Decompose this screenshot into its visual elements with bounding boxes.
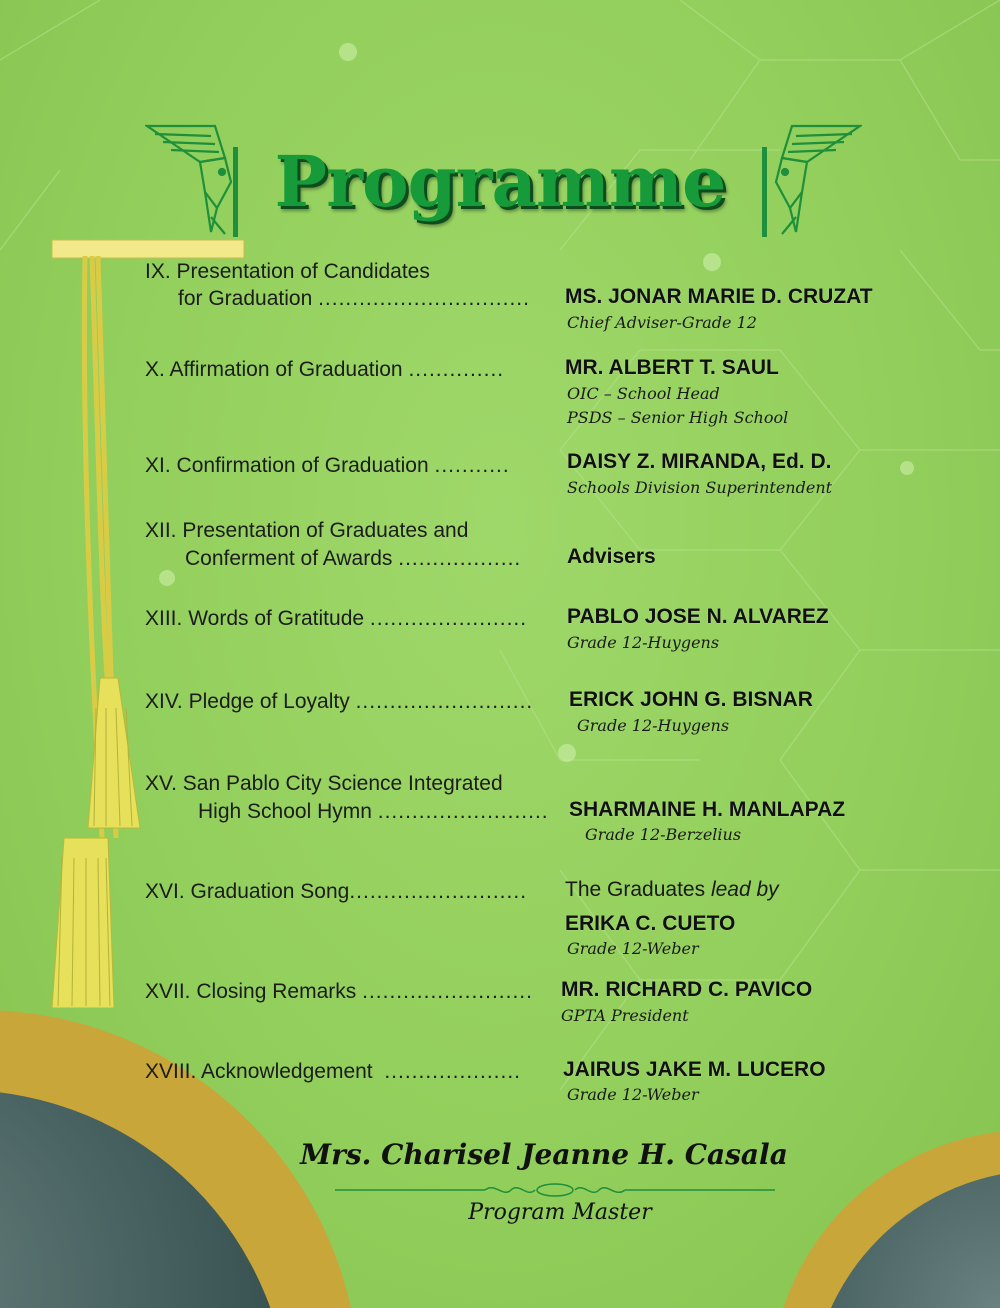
program-item-title-continued: High School Hymn ......................... (198, 800, 549, 823)
program-item-role: Grade 12-Huygens (567, 633, 720, 652)
program-item-role: Grade 12-Berzelius (585, 825, 742, 844)
program-item-title: XVI. Graduation Song.......................... (145, 880, 528, 903)
program-item-title: XVIII. Acknowledgement .................... (145, 1060, 522, 1083)
program-item-title: IX. Presentation of Candidates (145, 260, 430, 283)
program-item-role: OIC – School Head (567, 384, 720, 403)
program-item-title: XII. Presentation of Graduates and (145, 519, 469, 542)
program-item-name: MS. JONAR MARIE D. CRUZAT (565, 285, 873, 308)
program-item-name: MR. RICHARD C. PAVICO (561, 978, 813, 1001)
flourish-divider (335, 1178, 775, 1202)
program-item-title-continued: Conferment of Awards .................. (185, 547, 522, 570)
program-item-title: XI. Confirmation of Graduation ........... (145, 454, 510, 477)
program-master-name: Mrs. Charisel Jeanne H. Casala (300, 1138, 788, 1171)
program-item-role: PSDS – Senior High School (567, 408, 789, 427)
program-item-title: XIII. Words of Gratitude ....................... (145, 607, 528, 630)
program-item-role: Grade 12-Weber (567, 939, 699, 958)
program-item-title-continued: for Graduation ............................... (178, 287, 530, 310)
program-item-name: SHARMAINE H. MANLAPAZ (569, 798, 846, 821)
program-item-role: Chief Adviser-Grade 12 (567, 313, 757, 332)
program-item-name: JAIRUS JAKE M. LUCERO (563, 1058, 826, 1081)
page-title: Programme (274, 140, 726, 223)
program-item-role: GPTA President (561, 1006, 689, 1025)
program-item-name: MR. ALBERT T. SAUL (565, 356, 779, 379)
program-item-title: XIV. Pledge of Loyalty .......................... (145, 690, 534, 713)
program-item-title: XVII. Closing Remarks ......................... (145, 980, 533, 1003)
program-item-performers: The Graduates lead by (565, 878, 779, 901)
program-item-name: PABLO JOSE N. ALVAREZ (567, 605, 829, 628)
program-item-name: DAISY Z. MIRANDA, Ed. D. (567, 450, 832, 473)
program-item-role: Schools Division Superintendent (567, 478, 833, 497)
program-item-title: XV. San Pablo City Science Integrated (145, 772, 503, 795)
program-master-role: Program Master (468, 1200, 652, 1225)
program-item-role: Grade 12-Weber (567, 1085, 699, 1104)
program-item-name: ERICK JOHN G. BISNAR (569, 688, 813, 711)
program-item-name: Advisers (567, 545, 656, 568)
program-item-title: X. Affirmation of Graduation .............. (145, 358, 505, 381)
program-item-name: ERIKA C. CUETO (565, 912, 736, 935)
program-item-role: Grade 12-Huygens (577, 716, 730, 735)
